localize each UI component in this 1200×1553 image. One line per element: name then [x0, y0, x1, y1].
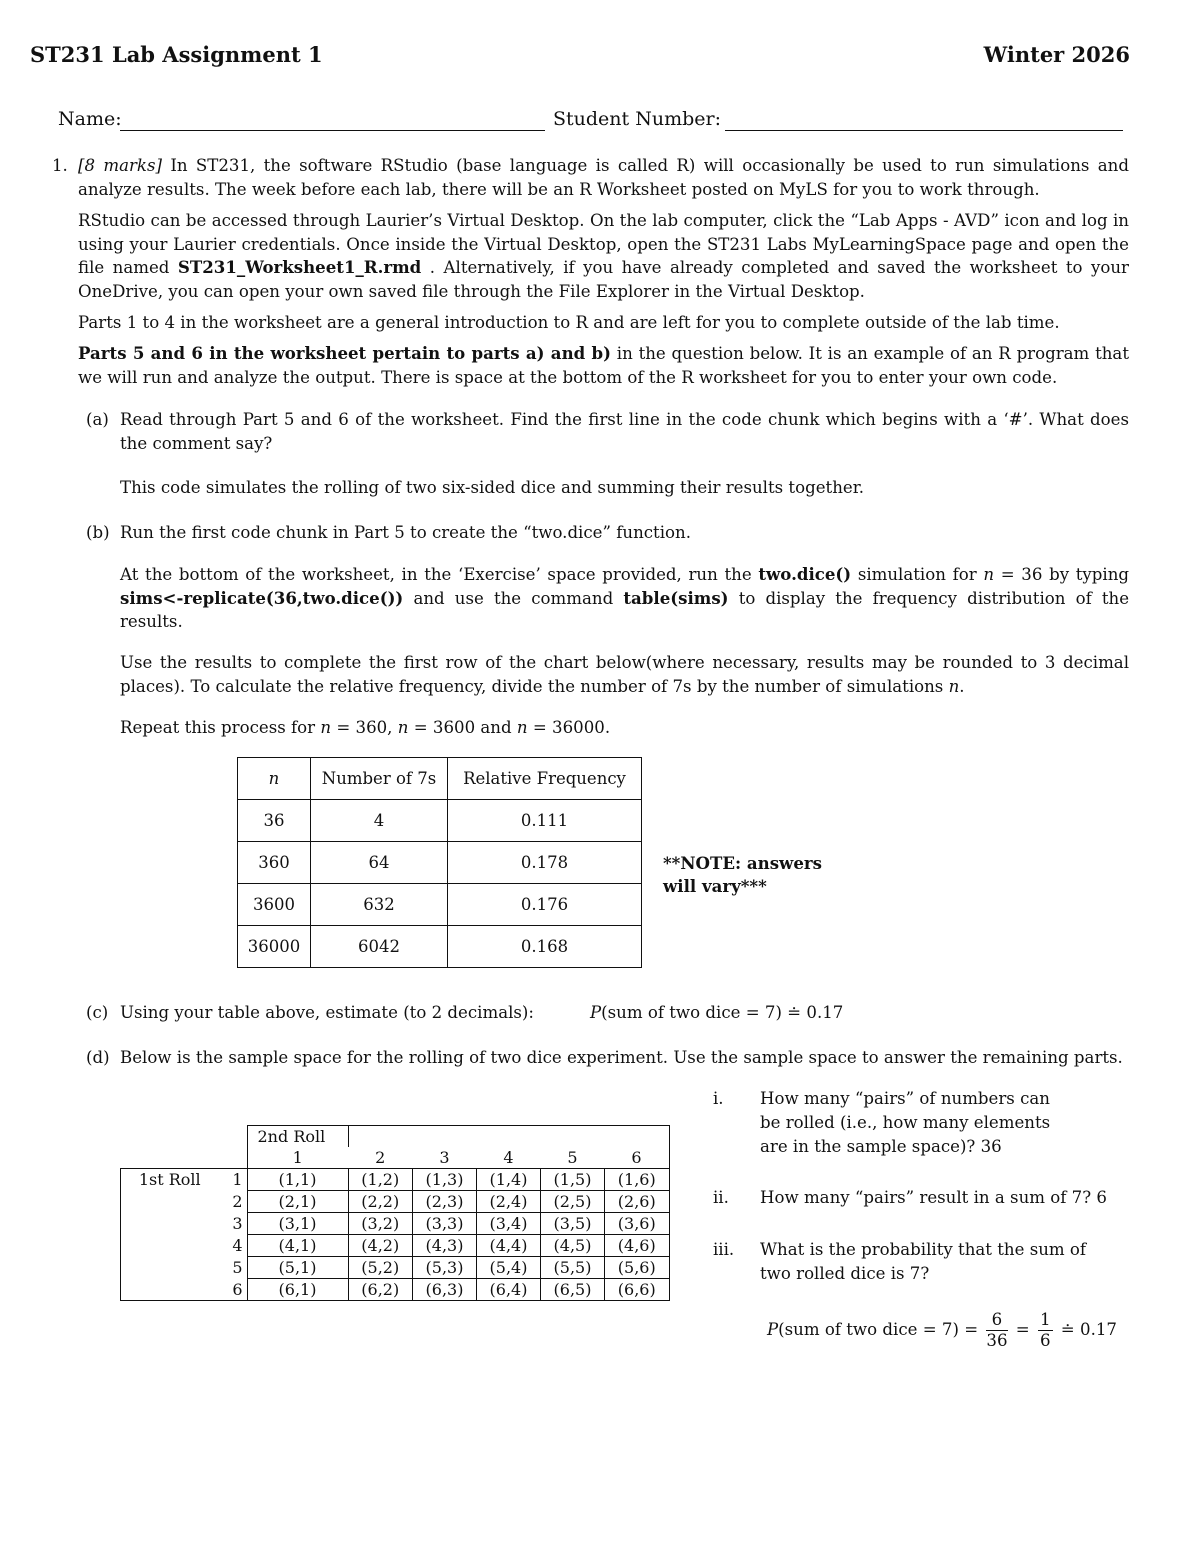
sample-cell: (2,5)	[541, 1191, 605, 1213]
cell-rel-freq: 0.168	[448, 926, 642, 968]
sample-cell: (1,4)	[477, 1169, 541, 1191]
q-ii-text: How many “pairs” result in a sum of 7? 6	[760, 1188, 1107, 1207]
cell-n: 360	[238, 842, 311, 884]
sample-cell: (6,4)	[477, 1279, 541, 1301]
formula-result: ≐ 0.17	[1060, 1320, 1117, 1339]
q-i-line: are in the sample space)? 36	[760, 1137, 1002, 1156]
cell-n: 36	[238, 800, 311, 842]
fraction-numerator: 1	[1039, 1310, 1051, 1329]
fraction-6-36	[986, 1310, 1007, 1351]
q1-access-text: RStudio can be accessed through Laurier’s Virtual Desktop. On the lab computer, click the “Lab Apps - AVD” icon and log in using your Laurier credentials. Once inside the Virtual Desktop, open the ST231 Labs MyLearningSpace page and open the file named	[78, 211, 1129, 277]
n-symbol: n	[983, 565, 995, 584]
first-roll-label: 1st Roll	[121, 1169, 219, 1191]
fraction-denominator: 36	[986, 1331, 1008, 1350]
row-header: 4	[232, 1236, 243, 1255]
part-b-label: (b)	[86, 523, 110, 542]
sample-cell: (4,2)	[348, 1235, 413, 1257]
table-command: table(sims)	[623, 587, 729, 608]
question-number: 1.	[52, 156, 68, 175]
part-c-question: Using your table above, estimate (to 2 decimals):	[120, 1003, 534, 1022]
part-b-instr-1: At the bottom of the worksheet, in the ‘Exercise’ space provided, run the	[120, 565, 752, 584]
sample-cell: (5,5)	[541, 1257, 605, 1279]
row-header: 3	[232, 1214, 243, 1233]
row-header: 2	[232, 1192, 243, 1211]
sample-cell: (5,4)	[477, 1257, 541, 1279]
table-row	[238, 884, 642, 926]
worksheet-filename: ST231_Worksheet1_R.rmd	[177, 257, 422, 277]
q1-parts-note: Parts 1 to 4 in the worksheet are a general introduction to R and are left for you to complete outside of the lab time.	[78, 313, 1060, 332]
col-header: 3	[413, 1147, 477, 1169]
sample-cell: (4,6)	[605, 1235, 670, 1257]
part-b-instr-3: = 36 by typing	[1000, 565, 1130, 584]
answers-note-line-1: **NOTE: answers	[663, 853, 822, 873]
sample-cell: (1,2)	[348, 1169, 413, 1191]
row-header: 6	[219, 1279, 248, 1301]
part-d-label: (d)	[86, 1048, 110, 1067]
sample-cell: (4,3)	[413, 1235, 477, 1257]
cell-count: 4	[311, 800, 448, 842]
part-b-instructions	[120, 563, 1129, 634]
sample-cell: (5,6)	[605, 1257, 670, 1279]
sample-cell: (4,5)	[541, 1235, 605, 1257]
col-header: 4	[477, 1147, 541, 1169]
q1-access-paragraph	[78, 209, 1129, 303]
sample-cell: (6,1)	[247, 1279, 348, 1301]
q-iii-text	[760, 1238, 1086, 1286]
col-header: 2	[348, 1147, 413, 1169]
student-number-field[interactable]	[725, 130, 1123, 131]
col-header: 1	[247, 1147, 348, 1169]
second-roll-label: 2nd Roll	[247, 1126, 348, 1148]
sample-cell: (2,4)	[477, 1191, 541, 1213]
q-ii-label: ii.	[713, 1188, 729, 1207]
sample-cell: (5,1)	[247, 1257, 348, 1279]
formula-lhs: (sum of two dice = 7) =	[778, 1320, 979, 1339]
q-i-label: i.	[713, 1089, 724, 1108]
frequency-table	[237, 757, 642, 968]
answers-note	[663, 852, 822, 898]
q-iii-label: iii.	[713, 1240, 735, 1259]
q-i-line: be rolled (i.e., how many elements	[760, 1113, 1051, 1132]
row-header: 1	[232, 1170, 243, 1190]
part-b-chart-text: Use the results to complete the first row of the chart below(where necessary, results may be rounded to 3 decimal places). To calculate the relative frequency, divide the number of 7s by the number of simulations	[120, 653, 1129, 696]
cell-n: 36000	[238, 926, 311, 968]
fraction-denominator: 6	[1039, 1331, 1051, 1350]
marks-label: [8 marks]	[78, 156, 162, 175]
n-symbol: n	[516, 718, 528, 737]
term-label: Winter 2026	[983, 42, 1130, 67]
sample-cell: (5,3)	[413, 1257, 477, 1279]
header-number-of-7s: Number of 7s	[311, 758, 448, 800]
col-header: 5	[541, 1147, 605, 1169]
part-a-question: Read through Part 5 and 6 of the worksheet. Find the first line in the code chunk which begins with a ‘#’. What does the comment say?	[120, 410, 1129, 453]
part-b-question: Run the first code chunk in Part 5 to create the “two.dice” function.	[120, 523, 691, 542]
sample-cell: (2,6)	[605, 1191, 670, 1213]
part-b-repeat	[120, 716, 1129, 740]
sample-cell: (2,1)	[247, 1191, 348, 1213]
part-a-answer: This code simulates the rolling of two six-sided dice and summing their results together.	[120, 478, 865, 497]
cell-count: 64	[311, 842, 448, 884]
cell-rel-freq: 0.111	[448, 800, 642, 842]
sample-cell: (6,6)	[605, 1279, 670, 1301]
part-b-instr-4: and use the command	[413, 588, 614, 608]
part-c-expression: (sum of two dice = 7) ≐ 0.17	[601, 1003, 844, 1022]
sample-cell: (6,3)	[413, 1279, 477, 1301]
q1-parts-5-6-bold: Parts 5 and 6 in the worksheet pertain to parts a) and b)	[78, 343, 611, 363]
part-c-answer	[590, 1001, 843, 1025]
sample-cell: (3,1)	[247, 1213, 348, 1235]
replicate-command: sims<-replicate(36,two.dice())	[120, 587, 404, 608]
sample-cell: (3,6)	[605, 1213, 670, 1235]
answers-note-line-2: will vary***	[663, 876, 767, 896]
sample-cell: (1,6)	[605, 1169, 670, 1191]
student-number-label: Student Number:	[553, 108, 721, 130]
sample-cell: (3,4)	[477, 1213, 541, 1235]
sample-cell: (6,5)	[541, 1279, 605, 1301]
n-symbol: n	[320, 718, 332, 737]
table-row	[238, 926, 642, 968]
sample-cell: (1,5)	[541, 1169, 605, 1191]
cell-n: 3600	[238, 884, 311, 926]
repeat-text-3: = 3600 and	[413, 718, 512, 737]
q1-access-text-2: . Alternatively, if you have already completed and saved the worksheet to your OneDrive, you can open your own saved file through the File Explorer in the Virtual Desktop.	[78, 258, 1129, 301]
repeat-text-4: = 36000.	[532, 718, 611, 737]
two-dice-function: two.dice()	[758, 564, 852, 584]
cell-rel-freq: 0.178	[448, 842, 642, 884]
n-symbol: n	[397, 718, 409, 737]
q-i-text	[760, 1087, 1050, 1159]
cell-count: 632	[311, 884, 448, 926]
probability-formula	[767, 1310, 1117, 1351]
table-row	[238, 842, 642, 884]
name-field[interactable]	[120, 130, 545, 131]
sample-cell: (2,2)	[348, 1191, 413, 1213]
repeat-text-1: Repeat this process for	[120, 718, 316, 737]
q-i-line: How many “pairs” of numbers can	[760, 1089, 1050, 1108]
q1-parts-5-6-text: in the question below. It is an example of an R program that we will run and analyze the output. There is space at the bottom of the R worksheet for you to enter your own code.	[78, 344, 1129, 387]
sample-cell: (1,1)	[247, 1169, 348, 1191]
name-label: Name:	[58, 108, 122, 130]
q1-parts-5-6	[78, 342, 1129, 389]
sample-space-table	[120, 1125, 670, 1301]
period: .	[959, 676, 965, 696]
sample-cell: (5,2)	[348, 1257, 413, 1279]
q-iii-line: What is the probability that the sum of	[760, 1240, 1087, 1259]
sample-cell: (4,4)	[477, 1235, 541, 1257]
header-n-text: n	[268, 769, 280, 788]
cell-rel-freq: 0.176	[448, 884, 642, 926]
col-header: 6	[605, 1147, 670, 1169]
q1-intro	[78, 154, 1129, 201]
n-symbol: n	[948, 676, 960, 696]
equals-sign: =	[1015, 1320, 1030, 1339]
part-d-question: Below is the sample space for the rolling of two dice experiment. Use the sample space to answer the remaining parts.	[120, 1048, 1123, 1067]
part-b-instr-2: simulation for	[857, 565, 977, 584]
sample-cell: (3,5)	[541, 1213, 605, 1235]
q-iii-line: two rolled dice is 7?	[760, 1264, 930, 1283]
probability-symbol: P	[767, 1320, 779, 1339]
sample-cell: (2,3)	[413, 1191, 477, 1213]
header-n	[238, 758, 311, 800]
table-header-row	[238, 758, 642, 800]
sample-cell: (4,1)	[247, 1235, 348, 1257]
cell-count: 6042	[311, 926, 448, 968]
fraction-1-6	[1038, 1310, 1053, 1351]
fraction-numerator: 6	[986, 1310, 1007, 1331]
sample-cell: (6,2)	[348, 1279, 413, 1301]
header-relative-frequency: Relative Frequency	[448, 758, 642, 800]
repeat-text-2: = 360,	[336, 718, 393, 737]
part-b-instr-5: to display the frequency distribution of the results.	[120, 588, 1130, 631]
probability-symbol: P	[590, 1003, 602, 1022]
doc-title: ST231 Lab Assignment 1	[30, 42, 323, 67]
sample-cell: (3,3)	[413, 1213, 477, 1235]
q1-intro-text: In ST231, the software RStudio (base language is called R) will occasionally be used to run simulations and analyze results. The week before each lab, there will be an R Worksheet posted on MyLS for you to work through.	[78, 156, 1129, 199]
sample-cell: (3,2)	[348, 1213, 413, 1235]
sample-cell: (1,3)	[413, 1169, 477, 1191]
row-header: 5	[232, 1258, 243, 1277]
part-a-label: (a)	[86, 410, 109, 429]
table-row	[238, 800, 642, 842]
part-b-chart-instructions	[120, 651, 1129, 698]
part-c-label: (c)	[86, 1003, 109, 1022]
